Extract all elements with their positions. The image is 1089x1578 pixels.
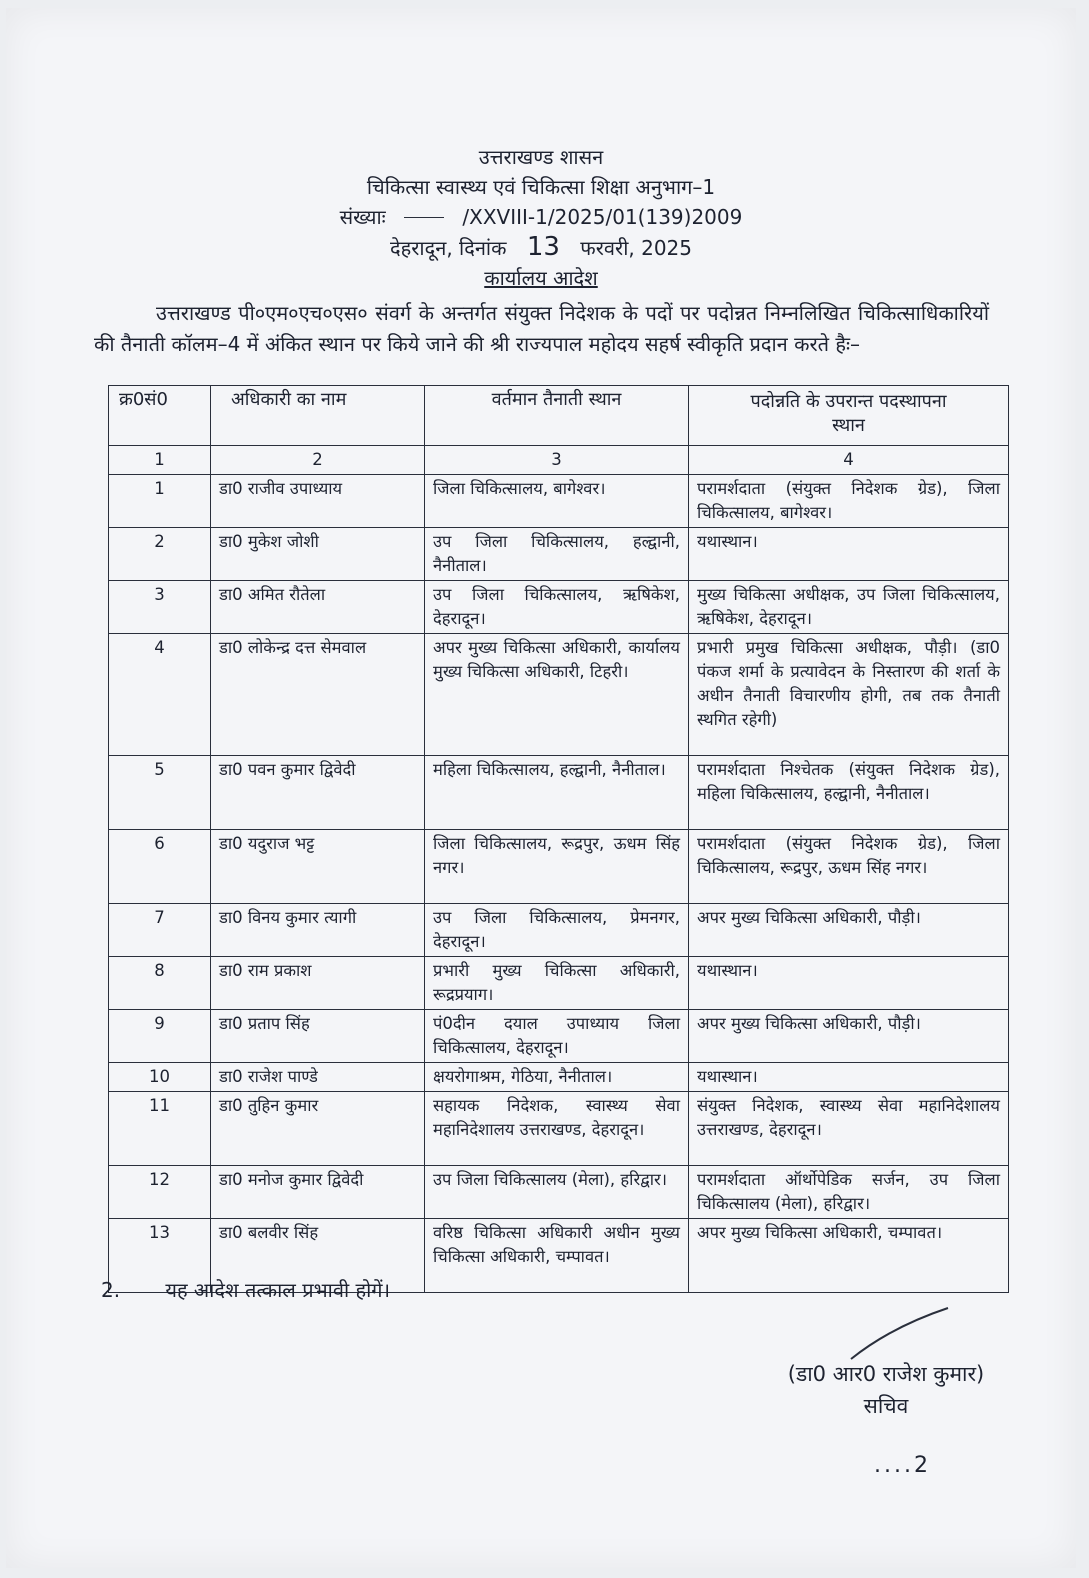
- row-current-posting: उप जिला चिकित्सालय, प्रेमनगर, देहरादून।: [425, 904, 689, 957]
- effect-paragraph: [101, 1276, 390, 1303]
- govt-name: उत्तराखण्ड शासन: [478, 145, 604, 169]
- row-current-posting: जिला चिकित्सालय, रूद्रपुर, ऊधम सिंह नगर।: [425, 830, 689, 904]
- row-new-posting: यथास्थान।: [689, 528, 1009, 581]
- table-row: [109, 528, 1009, 581]
- intro-text: उत्तराखण्ड पी०एम०एच०एस० संवर्ग के अन्तर्गत संयुक्त निदेशक के पदों पर पदोन्नत निम्नलिखित चिकित्साधिकारियों की तैनाती कॉलम–4 में अंकित स्थान पर किये जाने की श्री राज्यपाल महोदय सहर्ष स्वीकृति प्रदान करते हैः–: [94, 301, 989, 356]
- row-serial: 2: [109, 528, 211, 581]
- table-row: [109, 957, 1009, 1010]
- row-serial: 9: [109, 1010, 211, 1063]
- row-serial: 3: [109, 581, 211, 634]
- table-column-numbers: [109, 446, 1009, 475]
- signatory-name: (डा0 आर0 राजेश कुमार): [787, 1362, 985, 1386]
- row-officer-name: डा0 राम प्रकाश: [211, 957, 425, 1010]
- row-current-posting: जिला चिकित्सालय, बागेश्वर।: [425, 475, 689, 528]
- row-current-posting: महिला चिकित्सालय, हल्द्वानी, नैनीताल।: [425, 756, 689, 830]
- row-current-posting: प्रभारी मुख्य चिकित्सा अधिकारी, रूद्रप्रयाग।: [425, 957, 689, 1010]
- header-officer-name: अधिकारी का नाम: [211, 386, 425, 446]
- row-officer-name: डा0 अमित रौतेला: [211, 581, 425, 634]
- row-serial: 6: [109, 830, 211, 904]
- row-serial: 4: [109, 634, 211, 756]
- row-new-posting: परामर्शदाता (संयुक्त निदेशक ग्रेड), जिला चिकित्सालय, रूद्रपुर, ऊधम सिंह नगर।: [689, 830, 1009, 904]
- table-header-row: [109, 386, 1009, 446]
- row-officer-name: डा0 बलवीर सिंह: [211, 1219, 425, 1293]
- document-page: [6, 8, 1076, 1568]
- date-day: 13: [526, 232, 560, 262]
- paragraph-number: 2.: [101, 1278, 121, 1302]
- table-row: [109, 756, 1009, 830]
- row-serial: 12: [109, 1166, 211, 1219]
- row-officer-name: डा0 प्रताप सिंह: [211, 1010, 425, 1063]
- order-number: [6, 202, 1076, 232]
- table-row: [109, 581, 1009, 634]
- row-officer-name: डा0 विनय कुमार त्यागी: [211, 904, 425, 957]
- row-new-posting: अपर मुख्य चिकित्सा अधिकारी, चम्पावत।: [689, 1219, 1009, 1293]
- row-current-posting: उप जिला चिकित्सालय, ऋषिकेश, देहरादून।: [425, 581, 689, 634]
- number-blank: [404, 217, 444, 218]
- header-current-posting: वर्तमान तैनाती स्थान: [425, 386, 689, 446]
- row-officer-name: डा0 तुहिन कुमार: [211, 1092, 425, 1166]
- row-serial: 5: [109, 756, 211, 830]
- row-new-posting: परामर्शदाता निश्चेतक (संयुक्त निदेशक ग्रेड), महिला चिकित्सालय, हल्द्वानी, नैनीताल।: [689, 756, 1009, 830]
- row-serial: 11: [109, 1092, 211, 1166]
- row-officer-name: डा0 यदुराज भट्ट: [211, 830, 425, 904]
- row-officer-name: डा0 मुकेश जोशी: [211, 528, 425, 581]
- table-row: [109, 634, 1009, 756]
- row-officer-name: डा0 राजीव उपाध्याय: [211, 475, 425, 528]
- month-year: फरवरी, 2025: [580, 236, 692, 260]
- number-label: संख्याः: [339, 205, 386, 229]
- table-row: [109, 904, 1009, 957]
- row-officer-name: डा0 लोकेन्द्र दत्त सेमवाल: [211, 634, 425, 756]
- row-new-posting: अपर मुख्य चिकित्सा अधिकारी, पौड़ी।: [689, 1010, 1009, 1063]
- colnum-2: 2: [211, 446, 425, 475]
- row-new-posting: यथास्थान।: [689, 1063, 1009, 1092]
- row-current-posting: सहायक निदेशक, स्वास्थ्य सेवा महानिदेशालय उत्तराखण्ड, देहरादून।: [425, 1092, 689, 1166]
- colnum-3: 3: [425, 446, 689, 475]
- department-name: चिकित्सा स्वास्थ्य एवं चिकित्सा शिक्षा अनुभाग–1: [366, 175, 716, 199]
- row-new-posting: प्रभारी प्रमुख चिकित्सा अधीक्षक, पौड़ी। (डा0 पंकज शर्मा के प्रत्यावेदन के निस्तारण की शर्ता के अधीन तैनाती विचारणीय होगी, तब तक तैनाती स्थगित रहेगी): [689, 634, 1009, 756]
- header-new-posting: पदोन्नति के उपरान्त पदस्थापना स्थान: [689, 386, 1009, 446]
- row-officer-name: डा0 मनोज कुमार द्विवेदी: [211, 1166, 425, 1219]
- table-row: [109, 1092, 1009, 1166]
- colnum-4: 4: [689, 446, 1009, 475]
- place-date-label: देहरादून, दिनांक: [390, 236, 507, 260]
- row-current-posting: वरिष्ठ चिकित्सा अधिकारी अधीन मुख्य चिकित्सा अधिकारी, चम्पावत।: [425, 1219, 689, 1293]
- row-new-posting: संयुक्त निदेशक, स्वास्थ्य सेवा महानिदेशालय उत्तराखण्ड, देहरादून।: [689, 1092, 1009, 1166]
- row-current-posting: उप जिला चिकित्सालय (मेला), हरिद्वार।: [425, 1166, 689, 1219]
- intro-paragraph: [94, 298, 989, 360]
- row-serial: 8: [109, 957, 211, 1010]
- row-serial: 10: [109, 1063, 211, 1092]
- order-title: कार्यालय आदेश: [484, 266, 598, 290]
- table-row: [109, 830, 1009, 904]
- signatory-designation: सचिव: [863, 1394, 909, 1418]
- table-row: [109, 1063, 1009, 1092]
- row-current-posting: उप जिला चिकित्सालय, हल्द्वानी, नैनीताल।: [425, 528, 689, 581]
- colnum-1: 1: [109, 446, 211, 475]
- row-serial: 1: [109, 475, 211, 528]
- document-header: [6, 142, 1076, 293]
- row-officer-name: डा0 राजेश पाण्डे: [211, 1063, 425, 1092]
- header-serial: क्र0सं0: [109, 386, 211, 446]
- next-page-marker: ....2: [874, 1453, 931, 1478]
- row-officer-name: डा0 पवन कुमार द्विवेदी: [211, 756, 425, 830]
- row-new-posting: परामर्शदाता (संयुक्त निदेशक ग्रेड), जिला चिकित्सालय, बागेश्वर।: [689, 475, 1009, 528]
- row-serial: 7: [109, 904, 211, 957]
- row-new-posting: यथास्थान।: [689, 957, 1009, 1010]
- row-current-posting: क्षयरोगाश्रम, गेठिया, नैनीताल।: [425, 1063, 689, 1092]
- table-row: [109, 475, 1009, 528]
- row-new-posting: अपर मुख्य चिकित्सा अधिकारी, पौड़ी।: [689, 904, 1009, 957]
- table-row: [109, 1010, 1009, 1063]
- posting-table: [108, 385, 1009, 1293]
- table-row: [109, 1166, 1009, 1219]
- paragraph-text: यह आदेश तत्काल प्रभावी होगें।: [165, 1278, 391, 1302]
- row-current-posting: अपर मुख्य चिकित्सा अधिकारी, कार्यालय मुख्य चिकित्सा अधिकारी, टिहरी।: [425, 634, 689, 756]
- row-current-posting: पं0दीन दयाल उपाध्याय जिला चिकित्सालय, देहरादून।: [425, 1010, 689, 1063]
- signature-stroke: [846, 1304, 956, 1364]
- table-body: [109, 475, 1009, 1293]
- row-new-posting: मुख्य चिकित्सा अधीक्षक, उप जिला चिकित्सालय, ऋषिकेश, देहरादून।: [689, 581, 1009, 634]
- number-value: /XXVIII-1/2025/01(139)2009: [462, 205, 743, 229]
- place-date: [6, 232, 1076, 263]
- row-new-posting: परामर्शदाता ऑर्थोपेडिक सर्जन, उप जिला चिकित्सालय (मेला), हरिद्वार।: [689, 1166, 1009, 1219]
- row-serial: 13: [109, 1219, 211, 1293]
- signature-block: [766, 1358, 1006, 1422]
